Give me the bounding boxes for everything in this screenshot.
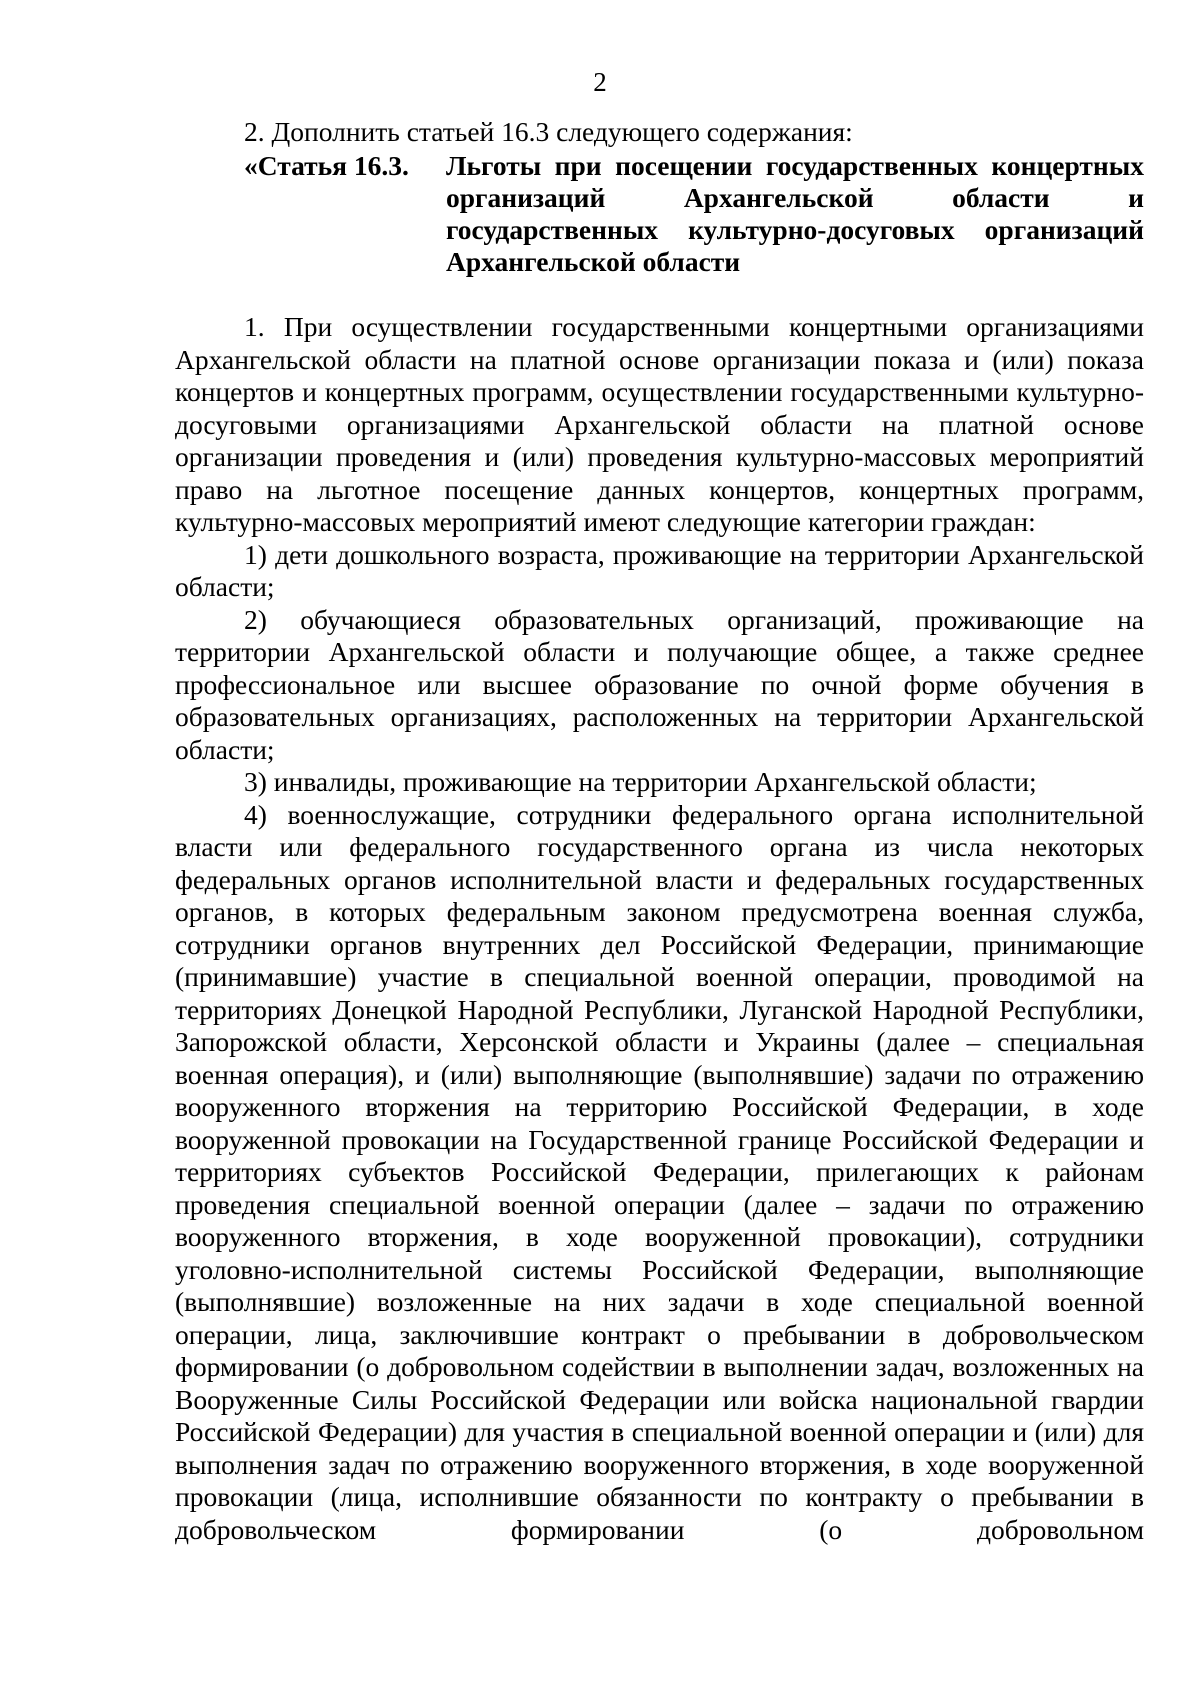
page-number: 2	[593, 67, 607, 97]
paragraph-1: 1. При осуществлении государственными концертными организациями Архангельской области на платной основе организации показа и (или) показа концертов и концертных программ, осуществлении государственными культурно-досуговыми организациями Архангельской области на платной основе организации проведения и (или) проведения культурно-массовых мероприятий право на льготное посещение данных концертов, концертных программ, культурно-массовых мероприятий имеют следующие категории граждан:	[175, 311, 1144, 537]
article-title: Льготы при посещении государственных концертных организаций Архангельской области и государственных культурно-досуговых организаций Архангельской области	[446, 150, 1144, 277]
list-item-2: 2) обучающиеся образовательных организаций, проживающие на территории Архангельской области и получающие общее, а также среднее профессиональное или высшее образование по очной форме обучения в образовательных организациях, расположенных на территории Архангельской области;	[175, 603, 1144, 765]
list-item-1: 1) дети дошкольного возраста, проживающие на территории Архангельской области;	[175, 538, 1144, 602]
amendment-intro: 2. Дополнить статьей 16.3 следующего содержания:	[244, 116, 853, 147]
article-body	[175, 311, 1144, 1546]
article-number: «Статья 16.3.	[244, 150, 409, 181]
list-item-3: 3) инвалиды, проживающие на территории Архангельской области;	[244, 766, 1037, 797]
list-item-4: 4) военнослужащие, сотрудники федерального органа исполнительной власти или федерального государственного органа из числа некоторых федеральных органов исполнительной власти и федеральных государственных органов, в которых федеральным законом предусмотрена военная служба, сотрудники органов внутренних дел Российской Федерации, принимающие (принимавшие) участие в специальной военной операции, проводимой на территориях Донецкой Народной Республики, Луганской Народной Республики, Запорожской области, Херсонской области и Украины (далее – специальная военная операция), и (или) выполняющие (выполнявшие) задачи по отражению вооруженного вторжения на территорию Российской Федерации, в ходе вооруженной провокации на Государственной границе Российской Федерации и территориях субъектов Российской Федерации, прилегающих к районам проведения специальной военной операции (далее – задачи по отражению вооруженного вторжения, в ходе вооруженной провокации), сотрудники уголовно-исполнительной системы Российской Федерации, выполняющие (выполнявшие) возложенные на них задачи в ходе специальной военной операции, лица, заключившие контракт о пребывании в добровольческом формировании (о добровольном содействии в выполнении задач, возложенных на Вооруженные Силы Российской Федерации или войска национальной гвардии Российской Федерации) для участия в специальной военной операции и (или) для выполнения задач по отражению вооруженного вторжения, в ходе вооруженной провокации (лица, исполнившие обязанности по контракту о пребывании в добровольческом формировании (о добровольном	[175, 798, 1144, 1545]
